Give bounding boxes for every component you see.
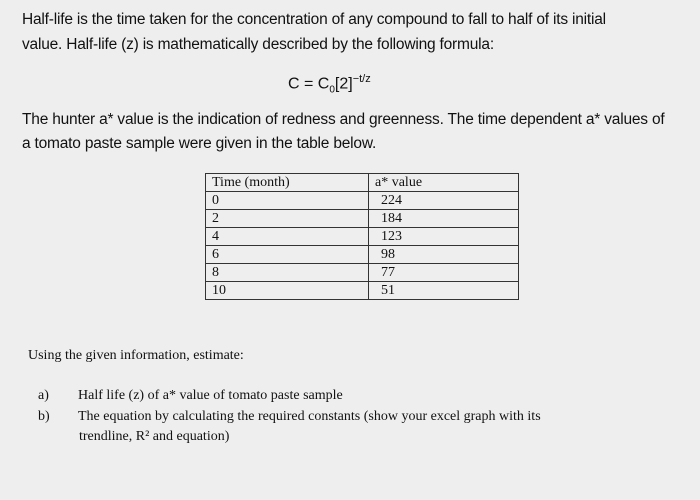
header-a-value: a* value [369,174,519,192]
intro-line-2: value. Half-life (z) is mathematically described by the following formula: [22,36,494,53]
table-header-row [206,174,519,192]
question-a-label: a) [38,388,49,403]
questions-intro: Using the given information, estimate: [28,348,244,363]
table-row [206,264,519,282]
question-a [38,388,343,404]
table-row [206,228,519,246]
cell-a-value: 184 [369,210,519,228]
cell-time: 0 [206,192,369,210]
question-b-text: The equation by calculating the required constants (show your excel graph with its [78,409,541,424]
cell-a-value: 98 [369,246,519,264]
cell-a-value: 224 [369,192,519,210]
paragraph-line-1: The hunter a* value is the indication of redness and greenness. The time dependent a* values of [22,111,665,128]
table-row [206,282,519,300]
intro-line-1: Half-life is the time taken for the concentration of any compound to fall to half of its initial [22,11,606,28]
cell-a-value: 51 [369,282,519,300]
formula-subscript: 0 [329,84,335,96]
formula-base: [2] [334,75,353,93]
question-b-label: b) [38,409,50,424]
question-b-text-continued: trendline, R² and equation) [79,429,230,444]
cell-time: 6 [206,246,369,264]
formula-lhs: C = C [288,75,330,93]
table-row [206,210,519,228]
table-row [206,246,519,264]
header-time: Time (month) [206,174,369,192]
formula-exponent: −t/z [352,73,371,85]
cell-time: 2 [206,210,369,228]
table-row [206,192,519,210]
cell-time: 10 [206,282,369,300]
cell-a-value: 123 [369,228,519,246]
cell-time: 4 [206,228,369,246]
cell-time: 8 [206,264,369,282]
half-life-formula [288,73,371,96]
cell-a-value: 77 [369,264,519,282]
question-a-text: Half life (z) of a* value of tomato paste sample [78,388,343,403]
question-b [38,409,541,425]
data-table [205,173,519,300]
paragraph-line-2: a tomato paste sample were given in the table below. [22,135,377,152]
